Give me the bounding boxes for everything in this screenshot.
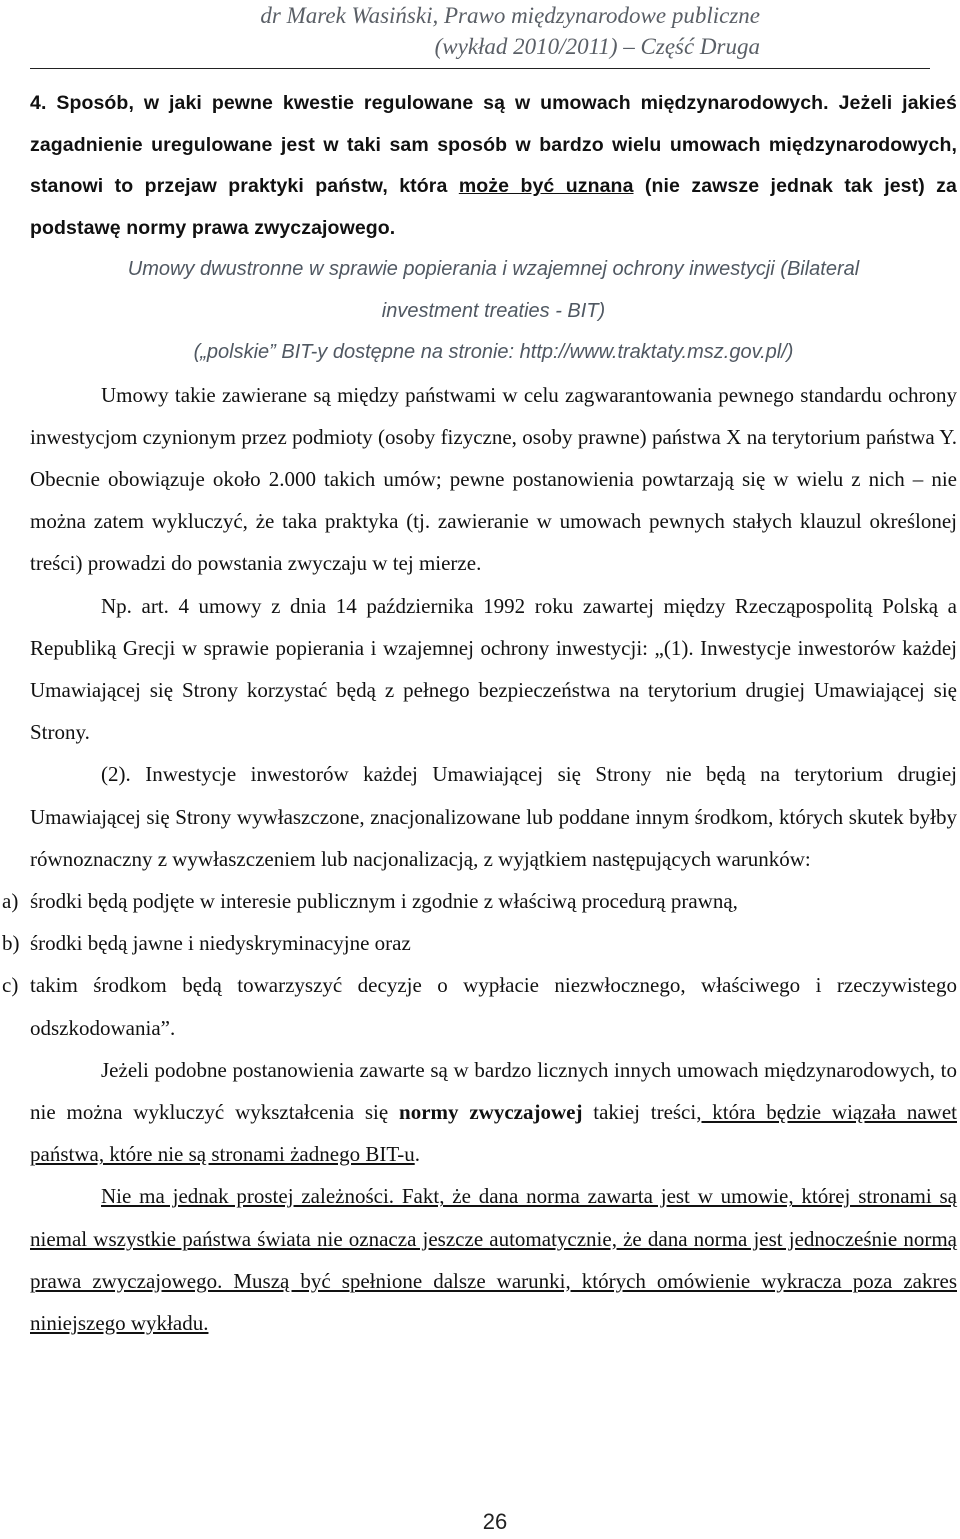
list-item-label: b)	[2, 931, 20, 956]
list-item-text: środki będą podjęte w interesie publicznym i zgodnie z właściwą procedurą prawną,	[30, 888, 738, 913]
para4-text-c: .	[414, 1142, 420, 1167]
header-lecture-part: (wykład 2010/2011) – Część Druga	[434, 34, 760, 59]
list-item	[2, 880, 957, 922]
page-body	[2, 83, 957, 1344]
running-header	[40, 0, 760, 62]
para4-text-a: Jeżeli podobne postanowienia zawarte są w bardzo licznych innych umowach międzynarodowych, to nie można wykluczyć wykształcenia się	[30, 1057, 957, 1124]
section-4-underlined: może być uznana	[458, 175, 634, 197]
paragraph-customary-norm	[30, 1049, 957, 1176]
section-4-text-b: (nie zawsze jednak tak jest) za podstawę normy prawa zwyczajowego.	[30, 175, 957, 239]
paragraph-example-art4: Np. art. 4 umowy z dnia 14 października 1992 roku zawartej między Rzecząpospolitą Polską a Republiką Grecji w sprawie popierania i wzajemnej ochrony inwestycji: „(1). Inwestycje inwestorów każdej Umawiającej się Strony korzystać będą z pełnego bezpieczeństwa na terytorium drugiej Umawiającej się Strony.	[30, 593, 957, 745]
bit-heading-link-note: („polskie” BIT-y dostępne na stronie: http://www.traktaty.msz.gov.pl/)	[193, 341, 794, 363]
header-rule	[30, 68, 930, 69]
bit-heading-line1: Umowy dwustronne w sprawie popierania i wzajemnej ochrony inwestycji (Bilateral	[127, 258, 860, 280]
list-item	[2, 964, 957, 1048]
list-item-label: a)	[2, 888, 19, 913]
list-item	[2, 922, 957, 964]
header-author-title: dr Marek Wasiński, Prawo międzynarodowe publiczne	[260, 3, 760, 28]
para4-text-b: takiej treści,	[582, 1099, 702, 1124]
para4-underlined: która będzie wiązała nawet państwa, które nie są stronami żadnego BIT-u	[30, 1099, 957, 1167]
list-item-label: c)	[2, 973, 19, 998]
paragraph-expropriation: (2). Inwestycje inwestorów każdej Umawiającej się Strony nie będą na terytorium drugiej Umawiającej się Strony wywłaszczone, znacjonalizowane lub poddane innym środkom, których skutek byłby równoznaczny z wywłaszczeniem lub nacjonalizacją, z wyjątkiem następujących warunków:	[30, 762, 957, 871]
list-item-text: środki będą jawne i niedyskryminacyjne oraz	[30, 931, 411, 956]
section-4-text-a: 4. Sposób, w jaki pewne kwestie regulowane są w umowach międzynarodowych. Jeżeli jakieś zagadnienie uregulowane jest w taki sam sposób w bardzo wielu umowach międzynarodowych, stanowi to przejaw praktyki państw, która	[30, 92, 957, 197]
conditions-list	[2, 880, 957, 1049]
list-item-text: takim środkom będą towarzyszyć decyzje o wypłacie niezwłocznego, właściwego i rzeczywistego odszkodowania”.	[30, 973, 957, 1040]
para4-bold-term: normy zwyczajowej	[399, 1099, 583, 1124]
paragraph-conclusion: Nie ma jednak prostej zależności. Fakt, że dana norma zawarta jest w umowie, której stronami są niemal wszystkie państwa świata nie oznacza jeszcze automatycznie, że dana norma jest jednocześnie normą prawa zwyczajowego. Muszą być spełnione dalsze warunki, których omówienie wykracza poza zakres niniejszego wykładu.	[30, 1184, 957, 1335]
bit-heading-line2: investment treaties - BIT)	[381, 299, 606, 322]
section-4-paragraph	[30, 83, 957, 249]
page-number: 26	[482, 1509, 508, 1534]
paragraph-bit-description: Umowy takie zawierane są między państwami w celu zagwarantowania pewnego standardu ochrony inwestycjom czynionym przez podmioty (osoby fizyczne, osoby prawne) państwa X na terytorium państwa Y. Obecnie obowiązuje około 2.000 takich umów; pewne postanowienia powtarzają się w wielu z nich – nie można zatem wykluczyć, że taka praktyka (tj. zawieranie w umowach pewnych stałych klauzul określonej treści) prowadzi do powstania zwyczaju w tej mierze.	[30, 382, 957, 576]
